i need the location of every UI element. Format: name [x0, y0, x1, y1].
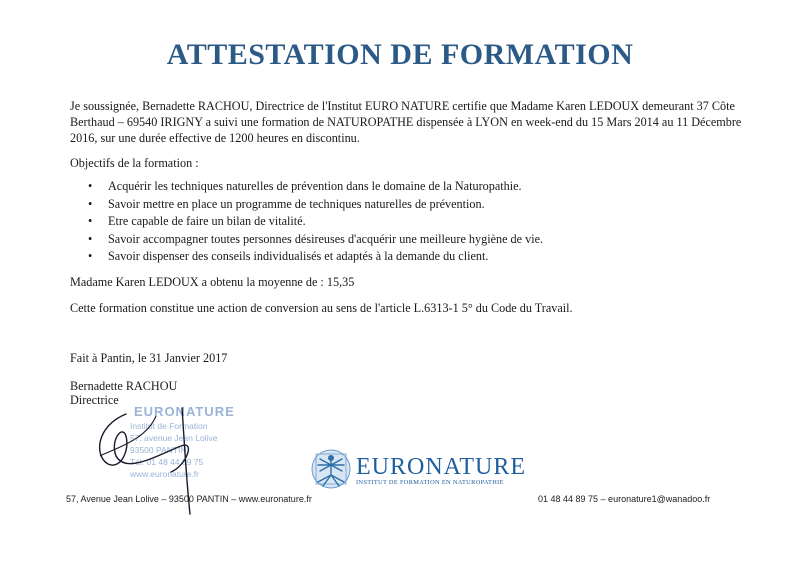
place-date: Fait à Pantin, le 31 Janvier 2017	[70, 351, 228, 365]
document-title: ATTESTATION DE FORMATION	[166, 38, 634, 71]
objective-item: • Etre capable de faire un bilan de vitalité.	[88, 213, 688, 231]
legal-statement: Cette formation constitue une action de conversion au sens de l'article L.6313-1 5° du Code du Travail.	[70, 301, 573, 315]
objective-item: • Acquérir les techniques naturelles de prévention dans le domaine de la Naturopathie.	[88, 178, 688, 196]
objective-item: • Savoir dispenser des conseils individualisés et adaptés à la demande du client.	[88, 248, 688, 266]
stamp-line: Institut de Formation	[130, 421, 208, 431]
signer-role: Directrice	[70, 393, 119, 407]
stamp-name: EURONATURE	[134, 404, 235, 419]
stamp-line: 93500 PANTIN	[130, 445, 187, 455]
stamp-line: Tél. 01 48 44 89 75	[130, 457, 204, 467]
objectives-list	[88, 178, 688, 266]
logo-name: EURONATURE	[356, 454, 526, 480]
footer-contact: 01 48 44 89 75 – euronature1@wanadoo.fr	[538, 494, 711, 504]
footer-address: 57, Avenue Jean Lolive – 93500 PANTIN – www.euronature.fr	[66, 494, 312, 504]
objective-item: • Savoir accompagner toutes personnes désireuses d'acquérir une meilleure hygiène de vie.	[88, 231, 688, 249]
vitruvian-man-icon	[310, 448, 352, 490]
signer-name: Bernadette RACHOU	[70, 379, 178, 393]
logo-subtitle: INSTITUT DE FORMATION EN NATUROPATHIE	[356, 479, 504, 486]
intro-paragraph: Je soussignée, Bernadette RACHOU, Directrice de l'Institut EURO NATURE certifie que Madame Karen LEDOUX demeurant 37 Côte Berthaud – 69540 IRIGNY a suivi une formation de NATUROPATHE dispensée à LYON en week-end du 15 Mars 2014 au 11 Décembre 2016, sur une durée effective de 1200 heures en discontinu.	[70, 99, 742, 145]
stamp-line: 57, avenue Jean Lolive	[130, 433, 218, 443]
euronature-logo	[310, 448, 540, 492]
objective-item: • Savoir mettre en place un programme de techniques naturelles de prévention.	[88, 196, 688, 214]
objectives-heading: Objectifs de la formation :	[70, 156, 199, 170]
average-statement: Madame Karen LEDOUX a obtenu la moyenne de : 15,35	[70, 275, 355, 289]
stamp-line: www.euronature.fr	[130, 469, 199, 479]
